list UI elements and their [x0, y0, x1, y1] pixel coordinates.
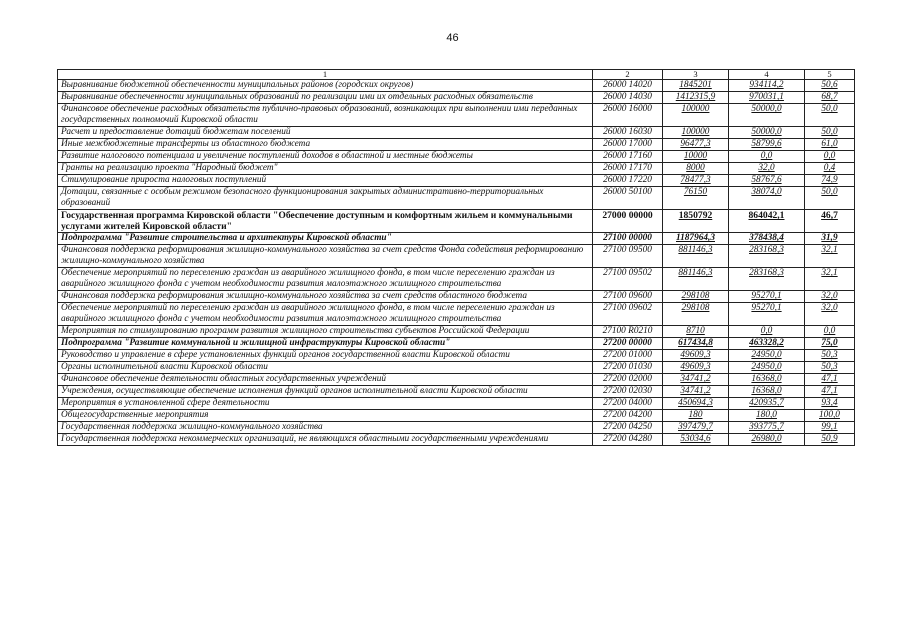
table-row — [58, 92, 855, 104]
row-planned-cell: 34741,2 — [663, 374, 729, 386]
table-row — [58, 374, 855, 386]
row-name-cell: Обеспечение мероприятий по переселению граждан из аварийного жилищного фонда, в том числе переселению граждан из аварийного жилищного фонда с учетом необходимости развития малоэтажного жилищного строительства — [58, 268, 593, 291]
table-row — [58, 398, 855, 410]
table-row — [58, 127, 855, 139]
row-code-cell: 27200 04250 — [593, 422, 663, 434]
row-name-cell: Развитие налогового потенциала и увеличение поступлений доходов в областной и местные бюджеты — [58, 151, 593, 163]
row-code-cell: 27100 09600 — [593, 291, 663, 303]
row-name-cell: Общегосударственные мероприятия — [58, 410, 593, 422]
row-executed-cell: 180,0 — [729, 410, 805, 422]
row-name-cell: Иные межбюджетные трансферты из областного бюджета — [58, 139, 593, 151]
row-name-cell: Подпрограмма "Развитие коммунальной и жилищной инфраструктуры Кировской области" — [58, 338, 593, 350]
row-executed-cell: 50000,0 — [729, 104, 805, 127]
row-executed-cell: 24950,0 — [729, 362, 805, 374]
row-percent-cell: 93,4 — [805, 398, 855, 410]
budget-table — [57, 69, 855, 446]
row-code-cell: 27200 00000 — [593, 338, 663, 350]
row-executed-cell: 26980,0 — [729, 434, 805, 446]
row-name-cell: Государственная поддержка жилищно-коммунального хозяйства — [58, 422, 593, 434]
row-planned-cell: 180 — [663, 410, 729, 422]
row-code-cell: 27100 09500 — [593, 245, 663, 268]
row-percent-cell: 32,0 — [805, 303, 855, 326]
row-executed-cell: 283168,3 — [729, 245, 805, 268]
row-executed-cell: 58767,6 — [729, 175, 805, 187]
row-executed-cell: 58799,6 — [729, 139, 805, 151]
row-planned-cell: 49609,3 — [663, 362, 729, 374]
row-code-cell: 26000 14030 — [593, 92, 663, 104]
row-planned-cell: 450694,3 — [663, 398, 729, 410]
row-percent-cell: 61,0 — [805, 139, 855, 151]
row-planned-cell: 1850792 — [663, 210, 729, 233]
row-planned-cell: 617434,8 — [663, 338, 729, 350]
row-executed-cell: 32,0 — [729, 163, 805, 175]
row-percent-cell: 50,0 — [805, 104, 855, 127]
table-row — [58, 303, 855, 326]
row-code-cell: 26000 50100 — [593, 187, 663, 210]
table-row — [58, 410, 855, 422]
row-code-cell: 27200 02030 — [593, 386, 663, 398]
row-percent-cell: 68,7 — [805, 92, 855, 104]
row-code-cell: 27200 04280 — [593, 434, 663, 446]
table-row — [58, 362, 855, 374]
row-name-cell: Выравнивание бюджетной обеспеченности муниципальных районов (городских округов) — [58, 80, 593, 92]
column-header: 2 — [593, 70, 663, 80]
row-percent-cell: 47,1 — [805, 374, 855, 386]
row-code-cell: 27100 09602 — [593, 303, 663, 326]
row-percent-cell: 46,7 — [805, 210, 855, 233]
row-percent-cell: 32,1 — [805, 268, 855, 291]
row-percent-cell: 50,9 — [805, 434, 855, 446]
row-code-cell: 26000 17220 — [593, 175, 663, 187]
table-row — [58, 187, 855, 210]
row-planned-cell: 881146,3 — [663, 245, 729, 268]
row-percent-cell: 0,0 — [805, 151, 855, 163]
column-header: 5 — [805, 70, 855, 80]
row-name-cell: Финансовое обеспечение расходных обязательств публично-правовых образований, возникающих при выполнении ими переданных государственных полномочий Кировской области — [58, 104, 593, 127]
row-name-cell: Выравнивание обеспеченности муниципальных образований по реализации ими их отдельных расходных обязательств — [58, 92, 593, 104]
table-row — [58, 326, 855, 338]
row-percent-cell: 32,0 — [805, 291, 855, 303]
row-percent-cell: 32,1 — [805, 245, 855, 268]
row-executed-cell: 934114,2 — [729, 80, 805, 92]
row-percent-cell: 50,6 — [805, 80, 855, 92]
row-executed-cell: 283168,3 — [729, 268, 805, 291]
row-name-cell: Государственная поддержка некоммерческих организаций, не являющихся областными государственными учреждениями — [58, 434, 593, 446]
row-percent-cell: 31,9 — [805, 233, 855, 245]
row-percent-cell: 50,0 — [805, 187, 855, 210]
row-executed-cell: 0,0 — [729, 326, 805, 338]
column-header: 4 — [729, 70, 805, 80]
table-row — [58, 233, 855, 245]
row-executed-cell: 463328,2 — [729, 338, 805, 350]
table-row — [58, 245, 855, 268]
row-executed-cell: 378438,4 — [729, 233, 805, 245]
row-code-cell: 27200 01030 — [593, 362, 663, 374]
table-row — [58, 104, 855, 127]
table-row — [58, 350, 855, 362]
row-planned-cell: 96477,3 — [663, 139, 729, 151]
row-planned-cell: 1412315,9 — [663, 92, 729, 104]
row-name-cell: Органы исполнительной власти Кировской области — [58, 362, 593, 374]
row-planned-cell: 76150 — [663, 187, 729, 210]
table-row — [58, 422, 855, 434]
table-row — [58, 386, 855, 398]
column-header: 3 — [663, 70, 729, 80]
row-planned-cell: 100000 — [663, 104, 729, 127]
table-row — [58, 139, 855, 151]
column-header-row — [58, 70, 855, 80]
row-percent-cell: 75,0 — [805, 338, 855, 350]
row-name-cell: Учреждения, осуществляющие обеспечение исполнения функций органов исполнительной власти Кировской области — [58, 386, 593, 398]
row-name-cell: Мероприятия в установленной сфере деятельности — [58, 398, 593, 410]
row-executed-cell: 420935,7 — [729, 398, 805, 410]
row-planned-cell: 8710 — [663, 326, 729, 338]
row-percent-cell: 47,1 — [805, 386, 855, 398]
row-planned-cell: 298108 — [663, 291, 729, 303]
row-name-cell: Финансовая поддержка реформирования жилищно-коммунального хозяйства за счет средств областного бюджета — [58, 291, 593, 303]
table-row — [58, 80, 855, 92]
row-planned-cell: 1187964,3 — [663, 233, 729, 245]
row-percent-cell: 74,9 — [805, 175, 855, 187]
row-code-cell: 26000 14020 — [593, 80, 663, 92]
row-planned-cell: 49609,3 — [663, 350, 729, 362]
row-name-cell: Государственная программа Кировской области "Обеспечение доступным и комфортным жильем и коммунальными услугами жителей Кировской области" — [58, 210, 593, 233]
row-executed-cell: 38074,0 — [729, 187, 805, 210]
table-row — [58, 175, 855, 187]
row-name-cell: Подпрограмма "Развитие строительства и архитектуры Кировской области" — [58, 233, 593, 245]
row-code-cell: 26000 16000 — [593, 104, 663, 127]
row-planned-cell: 34741,2 — [663, 386, 729, 398]
row-executed-cell: 95270,1 — [729, 303, 805, 326]
row-planned-cell: 100000 — [663, 127, 729, 139]
row-name-cell: Финансовая поддержка реформирования жилищно-коммунального хозяйства за счет средств Фонда содействия реформированию жилищно-коммунального хозяйства — [58, 245, 593, 268]
row-code-cell: 27100 09502 — [593, 268, 663, 291]
row-percent-cell: 100,0 — [805, 410, 855, 422]
row-percent-cell: 0,4 — [805, 163, 855, 175]
row-executed-cell: 16368,0 — [729, 386, 805, 398]
row-name-cell: Стимулирование прироста налоговых поступлений — [58, 175, 593, 187]
column-header: 1 — [58, 70, 593, 80]
row-executed-cell: 16368,0 — [729, 374, 805, 386]
row-executed-cell: 24950,0 — [729, 350, 805, 362]
row-name-cell: Мероприятия по стимулированию программ развития жилищного строительства субъектов Российской Федерации — [58, 326, 593, 338]
row-name-cell: Обеспечение мероприятий по переселению граждан из аварийного жилищного фонда, в том числе переселению граждан из аварийного жилищного фонда с учетом необходимости развития малоэтажного жилищного строительства — [58, 303, 593, 326]
row-executed-cell: 95270,1 — [729, 291, 805, 303]
row-percent-cell: 99,1 — [805, 422, 855, 434]
row-code-cell: 26000 17160 — [593, 151, 663, 163]
page-number: 46 — [446, 32, 459, 44]
row-planned-cell: 8000 — [663, 163, 729, 175]
row-name-cell: Расчет и предоставление дотаций бюджетам поселений — [58, 127, 593, 139]
table-row — [58, 338, 855, 350]
table-row — [58, 434, 855, 446]
row-code-cell: 27100 00000 — [593, 233, 663, 245]
row-planned-cell: 881146,3 — [663, 268, 729, 291]
row-code-cell: 26000 17170 — [593, 163, 663, 175]
row-percent-cell: 50,3 — [805, 350, 855, 362]
row-code-cell: 27200 02000 — [593, 374, 663, 386]
row-planned-cell: 10000 — [663, 151, 729, 163]
table-row — [58, 210, 855, 233]
row-planned-cell: 397479,7 — [663, 422, 729, 434]
table-row — [58, 151, 855, 163]
table-row — [58, 163, 855, 175]
row-percent-cell: 50,3 — [805, 362, 855, 374]
row-percent-cell: 50,0 — [805, 127, 855, 139]
row-planned-cell: 53034,6 — [663, 434, 729, 446]
row-code-cell: 27000 00000 — [593, 210, 663, 233]
row-planned-cell: 1845201 — [663, 80, 729, 92]
row-code-cell: 26000 16030 — [593, 127, 663, 139]
row-code-cell: 26000 17000 — [593, 139, 663, 151]
row-name-cell: Финансовое обеспечение деятельности областных государственных учреждений — [58, 374, 593, 386]
table-row — [58, 291, 855, 303]
row-planned-cell: 298108 — [663, 303, 729, 326]
row-executed-cell: 393775,7 — [729, 422, 805, 434]
row-name-cell: Дотации, связанные с особым режимом безопасного функционирования закрытых административно-территориальных образований — [58, 187, 593, 210]
row-code-cell: 27200 01000 — [593, 350, 663, 362]
row-executed-cell: 970031,1 — [729, 92, 805, 104]
row-code-cell: 27100 R0210 — [593, 326, 663, 338]
row-executed-cell: 864042,1 — [729, 210, 805, 233]
row-name-cell: Гранты на реализацию проекта "Народный бюджет" — [58, 163, 593, 175]
row-code-cell: 27200 04000 — [593, 398, 663, 410]
row-executed-cell: 0,0 — [729, 151, 805, 163]
row-code-cell: 27200 04200 — [593, 410, 663, 422]
table-row — [58, 268, 855, 291]
row-planned-cell: 78477,3 — [663, 175, 729, 187]
row-percent-cell: 0,0 — [805, 326, 855, 338]
row-executed-cell: 50000,0 — [729, 127, 805, 139]
row-name-cell: Руководство и управление в сфере установленных функций органов государственной власти Кировской области — [58, 350, 593, 362]
